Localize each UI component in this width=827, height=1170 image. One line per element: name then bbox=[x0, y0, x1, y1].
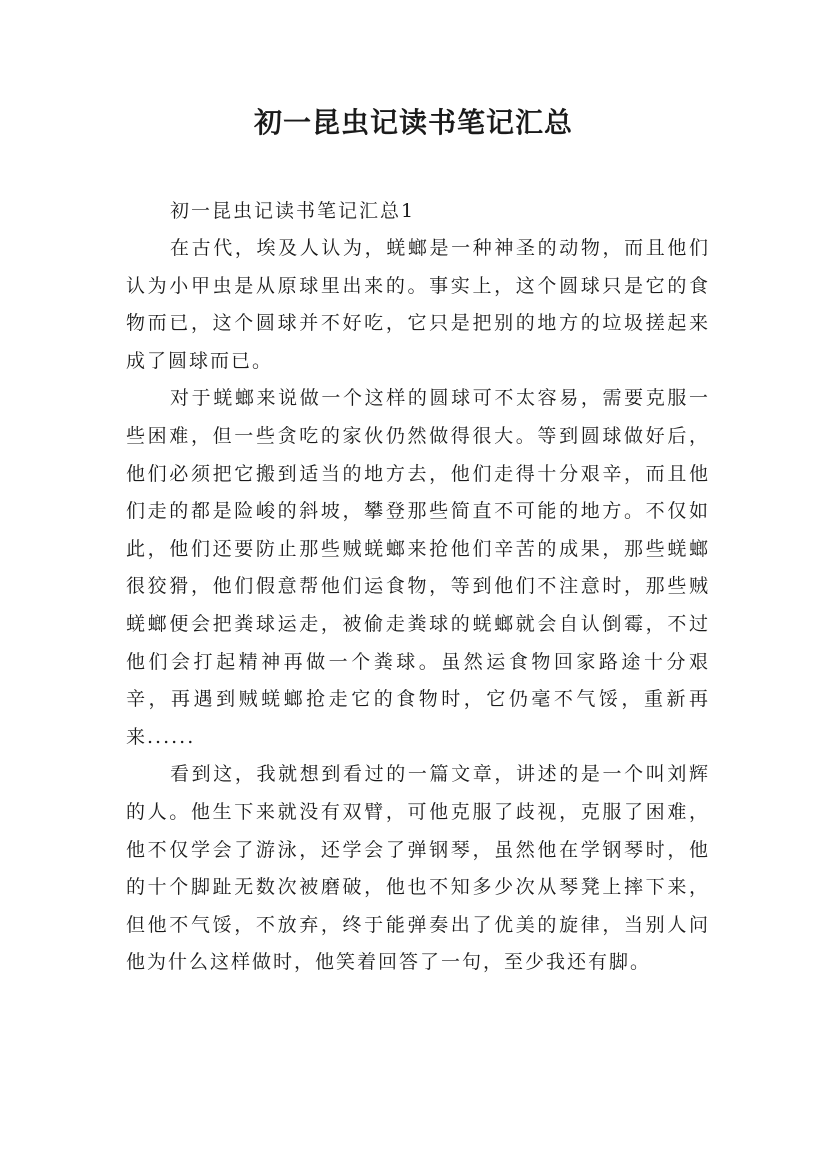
section-heading: 初一昆虫记读书笔记汇总1 bbox=[170, 200, 416, 222]
paragraph-1: 在古代，埃及人认为，蜣螂是一种神圣的动物，而且他们认为小甲虫是从原球里出来的。事实上，这个圆球只是它的食物而已，这个圆球并不好吃，它只是把别的地方的垃圾搓起来成了圆球而已。 bbox=[126, 237, 710, 372]
paragraph-3: 看到这，我就想到看过的一篇文章，讲述的是一个叫刘辉的人。他生下来就没有双臂，可他克服了歧视，克服了困难，他不仅学会了游泳，还学会了弹钢琴，虽然他在学钢琴时，他的十个脚趾无数次被磨破，他也不知多少次从琴凳上摔下来，但他不气馁，不放弃，终于能弹奏出了优美的旋律，当别人问他为什么这样做时，他笑着回答了一句，至少我还有脚。 bbox=[126, 763, 710, 974]
paragraph-2: 对于蜣螂来说做一个这样的圆球可不太容易，需要克服一些困难，但一些贪吃的家伙仍然做得很大。等到圆球做好后，他们必须把它搬到适当的地方去，他们走得十分艰辛，而且他们走的都是险峻的斜坡，攀登那些简直不可能的地方。不仅如此，他们还要防止那些贼蜣螂来抢他们辛苦的成果，那些蜣螂很狡猾，他们假意帮他们运食物，等到他们不注意时，那些贼蜣螂便会把粪球运走，被偷走粪球的蜣螂就会自认倒霉，不过他们会打起精神再做一个粪球。虽然运食物回家路途十分艰辛，再遇到贼蜣螂抢走它的食物时，它仍毫不气馁，重新再来...... bbox=[126, 387, 710, 748]
document-body bbox=[126, 193, 710, 982]
document-title: 初一昆虫记读书笔记汇总 bbox=[253, 106, 573, 139]
